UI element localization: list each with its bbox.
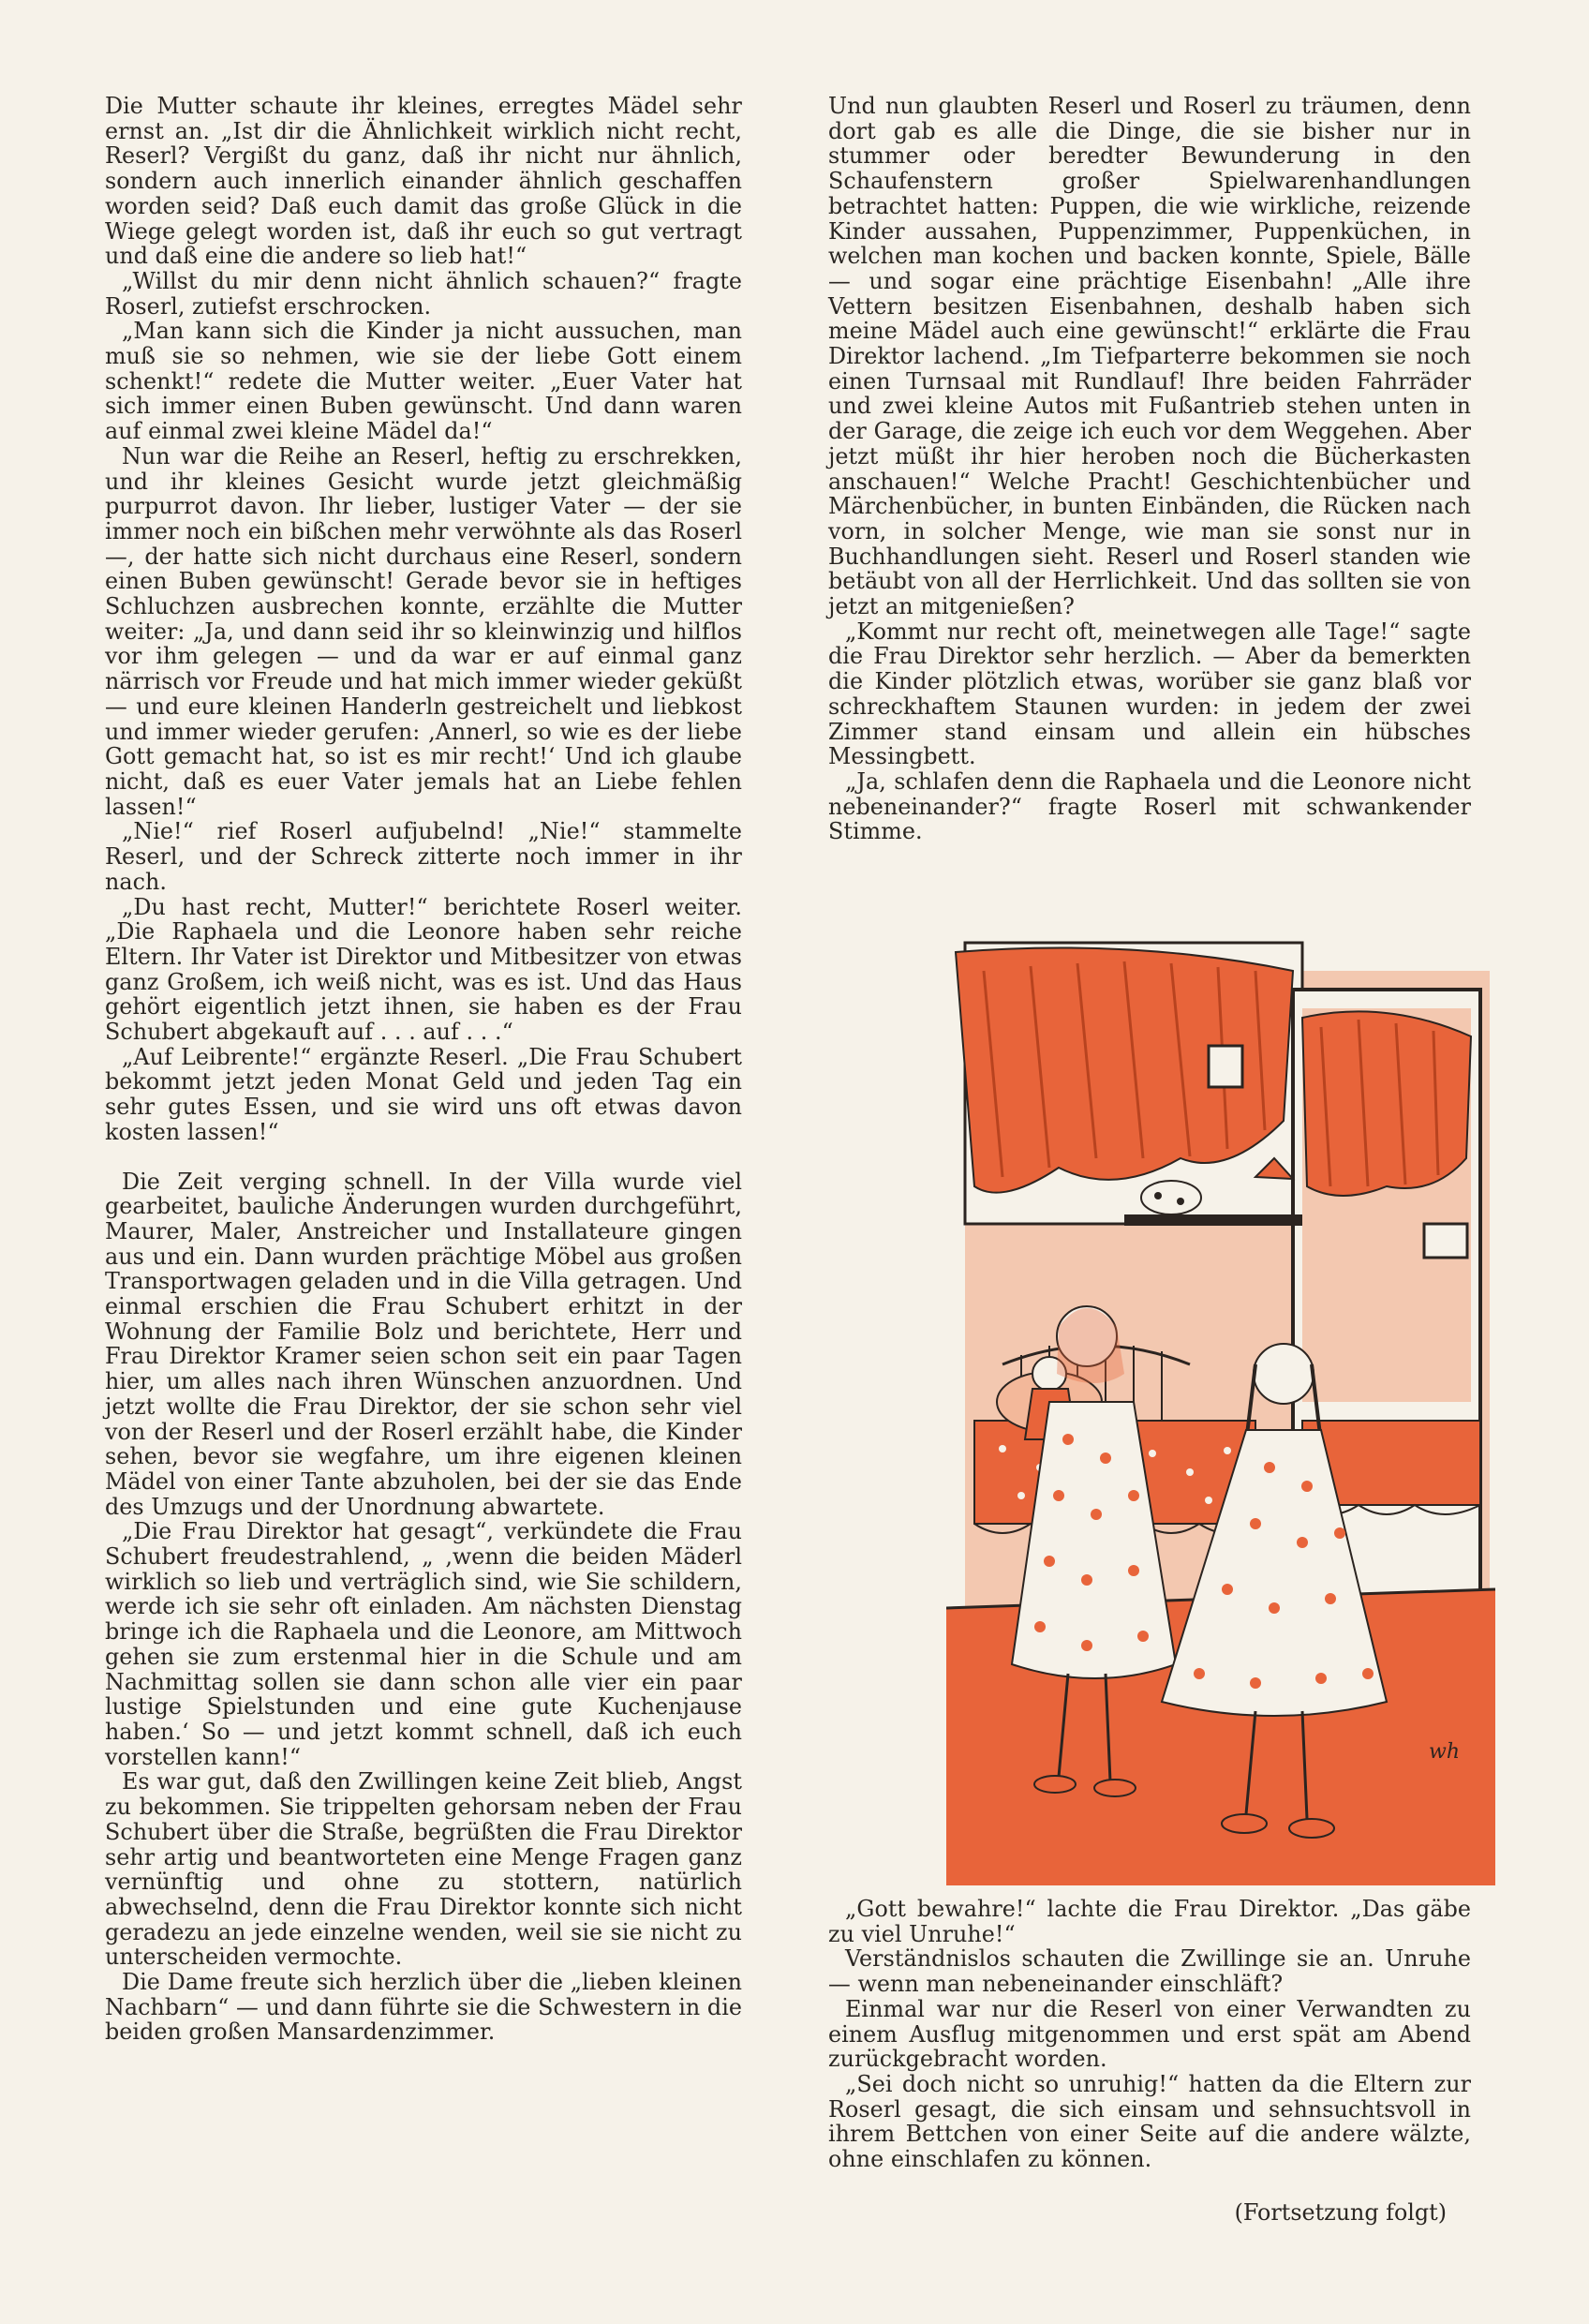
paragraph: „Willst du mir denn nicht ähnlich schauen?“ fragte Roserl, zutiefst erschrocken. — [105, 267, 742, 320]
paragraph: Nun war die Reihe an Reserl, heftig zu erschrekken, und ihr kleines Gesicht wurde jetzt gleichmäßig purpurrot davon. Ihr lieber, lustiger Vater — der sie immer noch ein bißchen mehr verwöhnte als das Roserl —, der hatte sich nicht durchaus eine Reserl, sondern einen Buben gewünscht! Gerade bevor sie in heftiges Schluchzen ausbrechen konnte, erzählte die Mutter weiter: „Ja, und dann seid ihr so kleinwinzig und hilflos vor ihm gelegen — und da war er auf einmal ganz närrisch vor Freude und hat mich immer wieder geküßt — und eure kleinen Handerln gestreichelt und liebkost und immer wieder gerufen: ‚Annerl, so wie es der liebe Gott gemacht hat, so ist es mir recht!‘ Und ich glaube nicht, daß es euer Vater jemals hat an Liebe fehlen lassen!“ — [105, 442, 742, 820]
paragraph: Verständnislos schauten die Zwillinge sie an. Unruhe — wenn man nebeneinander einschläft? — [828, 1945, 1471, 1998]
right-text-column-bottom — [828, 1897, 1471, 2172]
paragraph: „Kommt nur recht oft, meinetwegen alle Tage!“ sagte die Frau Direktor sehr herzlich. — Aber da bemerkten die Kinder plötzlich etwas, worüber sie ganz blaß vor schreckhaftem Staunen wurden: in jedem der zwei Zimmer stand einsam und allein ein hübsches Messingbett. — [828, 618, 1471, 770]
paragraph: „Ja, schlafen denn die Raphaela und die Leonore nicht nebeneinander?“ fragte Roserl mit schwankender Stimme. — [828, 767, 1471, 845]
illustration-drawing — [946, 933, 1495, 1885]
paragraph: Die Mutter schaute ihr kleines, erregtes Mädel sehr ernst an. „Ist dir die Ähnlichkeit wirklich nicht recht, Reserl? Vergißt du ganz, daß ihr nicht nur ähnlich, sondern auch innerlich einander ähnlich geschaffen worden seid? Daß euch damit das große Glück in die Wiege gelegt worden ist, daß ihr euch so gut vertragt und daß eine die andere so lieb hat!“ — [105, 93, 742, 270]
right-text-column-top — [828, 94, 1471, 844]
paragraph: „Gott bewahre!“ lachte die Frau Direktor. „Das gäbe zu viel Unruhe!“ — [828, 1896, 1471, 1947]
illustrator-signature: wh — [1429, 1740, 1460, 1764]
left-text-column — [105, 94, 742, 2045]
paragraph: Es war gut, daß den Zwillingen keine Zeit blieb, Angst zu bekommen. Sie trippelten gehorsam neben der Frau Schubert über die Straße, begrüßten die Frau Direktor sehr artig und beantworteten eine Menge Fragen ganz vernünftig und ohne zu stottern, natürlich abwechselnd, denn die Frau Direktor konnte sich nicht geradezu an jede einzelne wenden, weil sie sie nicht zu unterscheiden vermochte. — [105, 1768, 742, 1971]
paragraph: Die Dame freute sich herzlich über die „lieben kleinen Nachbarn“ — und dann führte sie die Schwestern in die beiden großen Mansardenzimmer. — [105, 1969, 742, 2046]
paragraph: „Man kann sich die Kinder ja nicht aussuchen, man muß sie so nehmen, wie sie der liebe Gott einem schenkt!“ redete die Mutter weiter. „Euer Vater hat sich immer einen Buben gewünscht. Und dann waren auf einmal zwei kleine Mädel da!“ — [105, 318, 742, 445]
paragraph: Einmal war nur die Reserl von einer Verwandten zu einem Ausflug mitgenommen und erst spät am Abend zurückgebracht worden. — [828, 1995, 1471, 2073]
paragraph: „Nie!“ rief Roserl aufjubelnd! „Nie!“ stammelte Reserl, und der Schreck zitterte noch immer in ihr nach. — [105, 818, 742, 895]
paragraph: „Die Frau Direktor hat gesagt“, verkündete die Frau Schubert freudestrahlend, „ ‚wenn die beiden Mäderl wirklich so lieb und verträglich sind, wie Sie schildern, werde ich sie sehr oft einladen. Am nächsten Dienstag bringe ich die Raphaela und die Leonore, am Mittwoch gehen sie zum erstenmal hier in die Schule und am Nachmittag sollen sie dann schon alle vier ein paar lustige Spielstunden und eine gute Kuchenjause haben.‘ So — und jetzt kommt schnell, daß ich euch vorstellen kann!“ — [105, 1518, 742, 1770]
continued-note: (Fortsetzung folgt) — [1234, 2199, 1447, 2226]
paragraph: „Du hast recht, Mutter!“ berichtete Roserl weiter. „Die Raphaela und die Leonore haben sehr reiche Eltern. Ihr Vater ist Direktor und Mitbesitzer von etwas ganz Großem, ich weiß nicht, was es ist. Und das Haus gehört eigentlich jetzt ihnen, sie haben es der Frau Schubert abgekauft auf . . . auf . . .“ — [105, 893, 742, 1046]
paragraph: Und nun glaubten Reserl und Roserl zu träumen, denn dort gab es alle die Dinge, die sie bisher nur in stummer oder beredter Bewunderung in den Schaufenstern großer Spielwarenhandlungen betrachtet hatten: Puppen, die wie wirkliche, reizende Kinder aussahen, Puppenzimmer, Puppenküchen, in welchen man kochen und backen konnte, Spiele, Bälle — und sogar eine prächtige Eisenbahn! „Alle ihre Vettern besitzen Eisenbahnen, deshalb haben sich meine Mädel auch eine gewünscht!“ erklärte die Frau Direktor lachend. „Im Tiefparterre bekommen sie noch einen Turnsaal mit Rundlauf! Ihre beiden Fahrräder und zwei kleine Autos mit Fußantrieb stehen unten in der Garage, die zeige ich euch vor dem Weggehen. Aber jetzt müßt ihr hier heroben noch die Bücherkasten anschauen!“ Welche Pracht! Geschichtenbücher und Märchenbücher, in bunten Einbänden, die Rücken nach vorn, in solcher Menge, wie man sie sonst nur in Buchhandlungen sieht. Reserl und Roserl standen wie betäubt von all der Herrlichkeit. Und das sollten sie von jetzt an mitgenießen? — [828, 93, 1471, 620]
paragraph: „Auf Leibrente!“ ergänzte Reserl. „Die Frau Schubert bekommt jetzt jeden Monat Geld und jeden Tag ein sehr gutes Essen, und sie wird uns oft etwas davon kosten lassen!“ — [105, 1043, 742, 1145]
paragraph: „Sei doch nicht so unruhig!“ hatten da die Eltern zur Roserl gesagt, die sich einsam und sehnsuchtsvoll in ihrem Bettchen von einer Seite auf die andere wälzte, ohne einschlafen zu können. — [828, 2070, 1471, 2173]
illustration-twins-in-bedroom — [946, 933, 1495, 1885]
paragraph: Die Zeit verging schnell. In der Villa wurde viel gearbeitet, bauliche Änderungen wurden durchgeführt, Maurer, Maler, Anstreicher und Installateure gingen aus und ein. Dann wurden prächtige Möbel aus großen Transportwagen geladen und in die Villa getragen. Und einmal erschien die Frau Schubert erhitzt in der Wohnung der Familie Bolz und berichtete, Herr und Frau Direktor Kramer seien schon seit ein paar Tagen hier, um alles nach ihren Wünschen anzuordnen. Und jetzt wollte die Frau Direktor, der sie schon sehr viel von der Reserl und der Roserl erzählt habe, die Kinder sehen, bevor sie wegfahre, um ihre eigenen kleinen Mädel von einer Tante abzuholen, bei der sie das Ende des Umzugs und der Unordnung abwartete. — [105, 1168, 742, 1520]
